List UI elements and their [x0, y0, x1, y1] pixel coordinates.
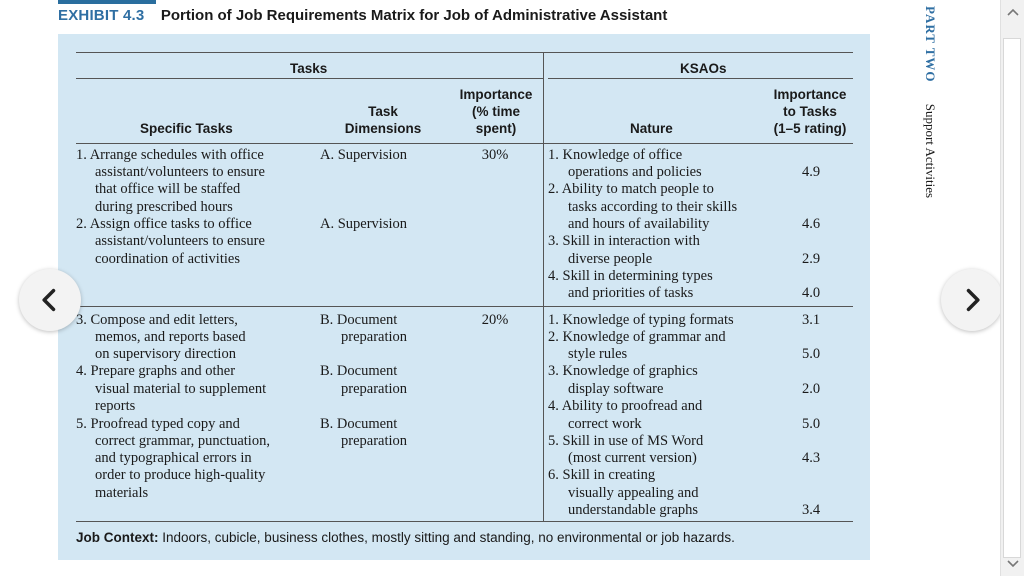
task-line: during prescribed hours [95, 199, 233, 215]
header-importance-tasks-1: Importance [773, 87, 847, 102]
ksao-line: display software [568, 381, 664, 397]
task-line: 1. Arrange schedules with office [76, 147, 264, 163]
header-specific-tasks: Specific Tasks [140, 121, 233, 136]
ksao-line: operations and policies [568, 164, 702, 180]
exhibit-heading [58, 7, 667, 25]
task-dimension: B. Document [320, 416, 398, 432]
job-context [76, 530, 735, 545]
header-ksaos: KSAOs [680, 61, 727, 76]
task-line: 2. Assign office tasks to office [76, 216, 252, 232]
exhibit-title: Portion of Job Requirements Matrix for Job of Administrative Assistant [160, 7, 668, 24]
exhibit-label: EXHIBIT 4.3 [58, 7, 145, 24]
ksao-rating: 2.9 [801, 251, 821, 267]
ksao-line: 3. Knowledge of graphics [548, 363, 698, 379]
ksaos-group-rule [548, 78, 853, 79]
ksao-line: 5. Skill in use of MS Word [548, 433, 704, 449]
task-dimension: preparation [341, 433, 408, 449]
ksao-line: 4. Skill in determining types [548, 268, 713, 284]
task-line: assistant/volunteers to ensure [95, 164, 265, 180]
header-importance-time-1: Importance [459, 87, 533, 102]
header-task-dimensions-1: Task [368, 104, 398, 119]
task-line: visual material to supplement [95, 381, 267, 397]
task-line: 5. Proofread typed copy and [76, 416, 240, 432]
ksao-line: correct work [568, 416, 642, 432]
ksao-line: 1. Knowledge of typing formats [548, 312, 734, 328]
ksao-line: and priorities of tasks [568, 285, 694, 301]
next-page-button[interactable] [941, 269, 1003, 331]
task-dimension: B. Document [320, 363, 398, 379]
ksao-rating: 4.6 [801, 216, 821, 232]
ksao-line: tasks according to their skills [568, 199, 738, 215]
ksao-line: understandable graphs [568, 502, 699, 518]
task-dimension: preparation [341, 381, 408, 397]
scroll-up-icon[interactable] [1005, 5, 1021, 21]
exhibit-accent-bar [58, 0, 156, 4]
task-line: that office will be staffed [95, 181, 241, 197]
header-task-dimensions-2: Dimensions [344, 121, 422, 136]
ksao-line: 6. Skill in creating [548, 467, 656, 483]
row-divider-left [76, 306, 543, 307]
header-bottom-rule [76, 143, 853, 144]
ksao-rating: 4.0 [801, 285, 821, 301]
header-importance-time-2: (% time [471, 104, 520, 119]
task-dimension: B. Document [320, 312, 398, 328]
header-tasks: Tasks [290, 61, 328, 76]
part-side-header [922, 6, 938, 198]
ksao-line: 4. Ability to proofread and [548, 398, 703, 414]
task-line: materials [95, 485, 149, 501]
ksao-rating: 2.0 [801, 381, 821, 397]
tasks-group-rule [76, 78, 543, 79]
header-importance-time-3: spent) [475, 121, 517, 136]
job-context-label: Job Context: [76, 530, 159, 545]
table-top-rule [76, 52, 853, 53]
section-label: Support Activities [923, 103, 938, 199]
ksao-line: style rules [568, 346, 628, 362]
task-line: 4. Prepare graphs and other [76, 363, 236, 379]
scroll-down-icon[interactable] [1005, 555, 1021, 571]
ksao-line: 3. Skill in interaction with [548, 233, 700, 249]
ksao-line: 2. Ability to match people to [548, 181, 714, 197]
importance-time: 30% [481, 147, 509, 163]
task-line: order to produce high-quality [95, 467, 266, 483]
ksao-line: and hours of availability [568, 216, 710, 232]
task-line: reports [95, 398, 136, 414]
task-line: and typographical errors in [95, 450, 252, 466]
ksao-rating: 4.3 [801, 450, 821, 466]
ksao-rating: 3.1 [801, 312, 821, 328]
ksao-line: (most current version) [568, 450, 697, 466]
row-divider-right [543, 306, 853, 307]
table-bottom-rule [76, 521, 853, 522]
ksao-rating: 4.9 [801, 164, 821, 180]
header-importance-tasks-2: to Tasks [783, 104, 837, 119]
job-context-text: Indoors, cubicle, business clothes, mostly sitting and standing, no environmental or job hazards. [158, 530, 735, 545]
ksao-rating: 5.0 [801, 346, 821, 362]
chevron-left-icon [36, 286, 64, 314]
task-line: 3. Compose and edit letters, [76, 312, 238, 328]
ksao-line: 1. Knowledge of office [548, 147, 683, 163]
chevron-right-icon [958, 286, 986, 314]
ksao-rating: 3.4 [801, 502, 821, 518]
scrollbar-thumb[interactable] [1003, 38, 1021, 558]
task-dimension: A. Supervision [320, 147, 407, 163]
task-line: correct grammar, punctuation, [95, 433, 270, 449]
vertical-scrollbar[interactable] [1000, 0, 1024, 576]
column-divider [543, 52, 544, 522]
header-nature: Nature [630, 121, 673, 136]
task-line: memos, and reports based [95, 329, 246, 345]
task-dimension: A. Supervision [320, 216, 407, 232]
part-label: PART TWO [923, 6, 938, 83]
task-line: assistant/volunteers to ensure [95, 233, 265, 249]
task-dimension: preparation [341, 329, 408, 345]
ksao-line: visually appealing and [568, 485, 699, 501]
ksao-rating: 5.0 [801, 416, 821, 432]
ksao-line: diverse people [568, 251, 653, 267]
task-line: on supervisory direction [95, 346, 236, 362]
task-line: coordination of activities [95, 251, 240, 267]
header-importance-tasks-3: (1–5 rating) [773, 121, 847, 136]
ksao-line: 2. Knowledge of grammar and [548, 329, 726, 345]
previous-page-button[interactable] [19, 269, 81, 331]
importance-time: 20% [481, 312, 509, 328]
